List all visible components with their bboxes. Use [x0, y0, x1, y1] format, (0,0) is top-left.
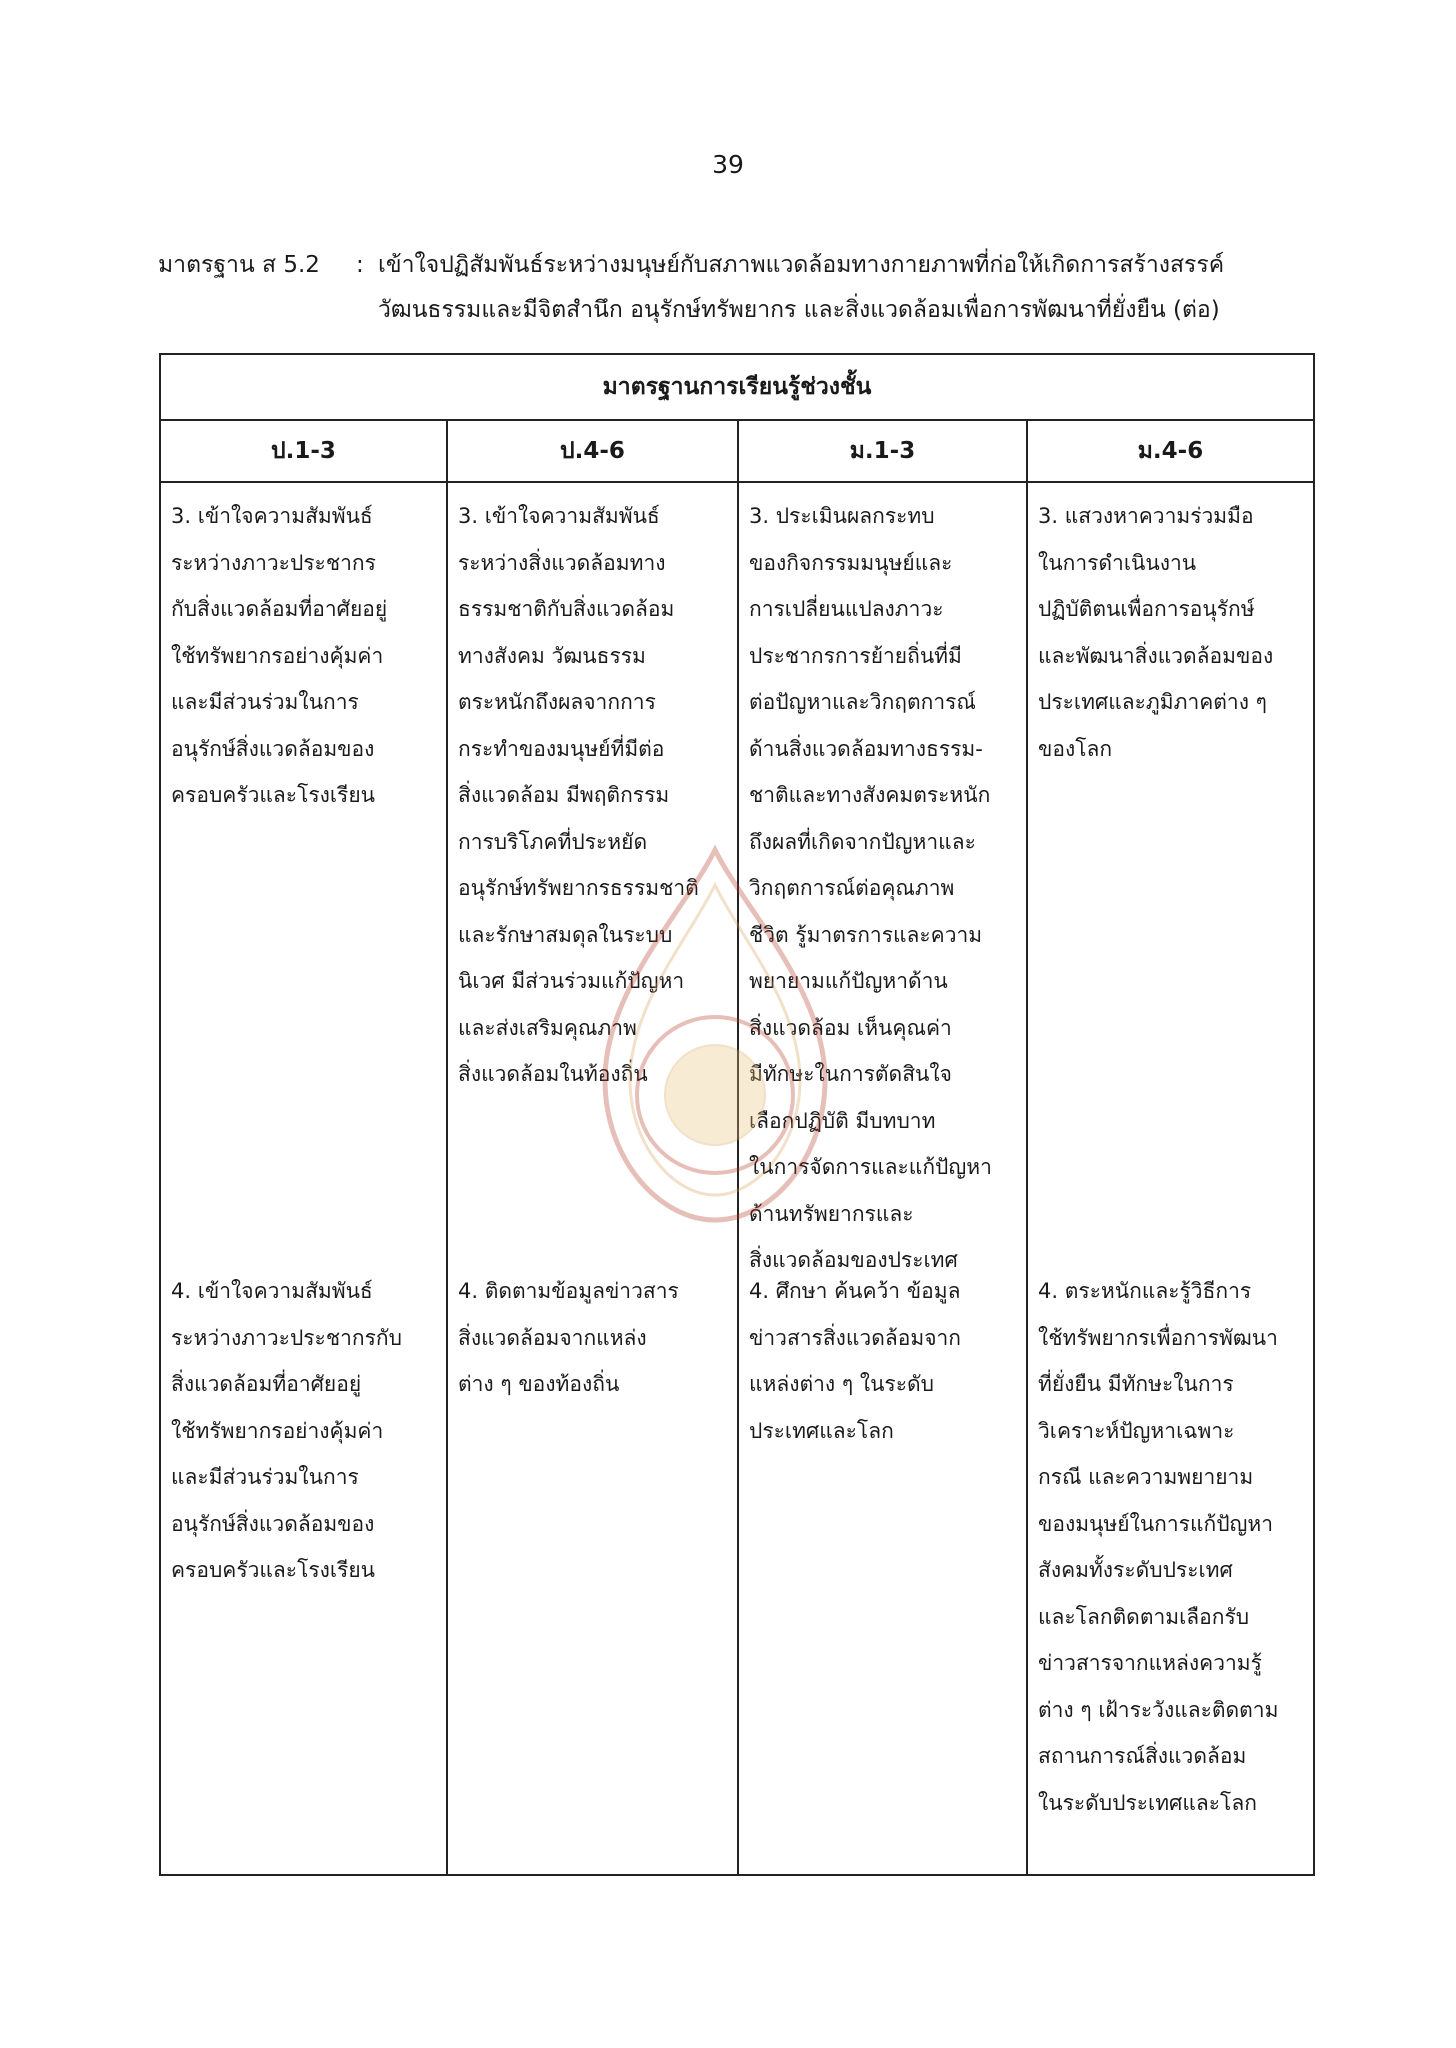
- standard-item-line: อนุรักษ์ทรัพยากรธรรมชาติ: [458, 876, 699, 900]
- table-body-column: [738, 482, 1027, 1875]
- standard-item-line: ปฏิบัติตนเพื่อการอนุรักษ์: [1038, 597, 1255, 621]
- column-header-p1-3: ป.1-3: [160, 420, 447, 482]
- standard-item: [1038, 1268, 1307, 1826]
- standard-item-line: สิ่งแวดล้อม มีพฤติกรรม: [458, 783, 670, 807]
- standard-item-line: และมีส่วนร่วมในการ: [171, 690, 359, 714]
- standard-item-line: 4. ศึกษา ค้นคว้า ข้อมูล: [749, 1279, 961, 1303]
- standard-item-line: สังคมทั้งระดับประเทศ: [1038, 1558, 1233, 1582]
- standard-item: [171, 1268, 440, 1594]
- standard-item: [458, 1268, 731, 1408]
- standard-item-line: แหล่งต่าง ๆ ในระดับ: [749, 1372, 934, 1396]
- standard-item: [749, 493, 1020, 1284]
- standard-item: [749, 1268, 1020, 1454]
- standard-item-line: กรณี และความพยายาม: [1038, 1465, 1254, 1489]
- standard-item-line: ใช้ทรัพยากรเพื่อการพัฒนา: [1038, 1325, 1278, 1350]
- standard-item: [171, 493, 440, 819]
- standard-item-line: มีทักษะในการตัดสินใจ: [749, 1062, 952, 1086]
- standard-item-line: สิ่งแวดล้อมที่อาศัยอยู่: [171, 1372, 362, 1396]
- standard-item-line: ของกิจกรรมมนุษย์และ: [749, 550, 953, 575]
- standard-item-line: ในระดับประเทศและโลก: [1038, 1790, 1257, 1815]
- standard-description-line: เข้าใจปฏิสัมพันธ์ระหว่างมนุษย์กับสภาพแวดล้อมทางกายภาพที่ก่อให้เกิดการสร้างสรรค์: [378, 252, 1225, 278]
- standard-item-line: ครอบครัวและโรงเรียน: [171, 783, 376, 807]
- standard-item-line: ข่าวสารจากแหล่งความรู้: [1038, 1651, 1262, 1675]
- standard-item-line: ของมนุษย์ในการแก้ปัญหา: [1038, 1511, 1274, 1536]
- standard-item: [458, 493, 731, 1098]
- standard-item-line: ระหว่างภาวะประชากร: [171, 550, 376, 575]
- standard-item-line: ใช้ทรัพยากรอย่างคุ้มค่า: [171, 643, 384, 668]
- standard-item-line: การบริโภคที่ประหยัด: [458, 829, 648, 854]
- standard-item-line: ประเทศและโลก: [749, 1418, 894, 1443]
- standard-item-line: ต่าง ๆ เฝ้าระวังและติดตาม: [1038, 1697, 1279, 1722]
- column-header-m1-3: ม.1-3: [738, 420, 1027, 482]
- standard-item-line: ครอบครัวและโรงเรียน: [171, 1558, 376, 1582]
- standard-item-line: ในการจัดการและแก้ปัญหา: [749, 1155, 992, 1179]
- standard-item-line: เลือกปฏิบัติ มีบทบาท: [749, 1108, 936, 1133]
- standard-item-line: ประชากรการย้ายถิ่นที่มี: [749, 643, 962, 668]
- standard-item-line: การเปลี่ยนแปลงภาวะ: [749, 597, 944, 621]
- standard-item-line: ธรรมชาติกับสิ่งแวดล้อม: [458, 597, 675, 621]
- standard-item: [1038, 493, 1307, 772]
- standard-item-line: ทางสังคม วัฒนธรรม: [458, 643, 646, 668]
- standard-item-line: ของโลก: [1038, 736, 1113, 761]
- standard-item-line: ด้านสิ่งแวดล้อมทางธรรม-: [749, 736, 983, 761]
- standard-item-line: ข่าวสารสิ่งแวดล้อมจาก: [749, 1325, 961, 1350]
- table-body-column: [447, 482, 738, 1875]
- standard-item-line: 4. ติดตามข้อมูลข่าวสาร: [458, 1279, 679, 1303]
- standard-item-line: 4. ตระหนักและรู้วิธีการ: [1038, 1279, 1252, 1303]
- standard-item-line: และมีส่วนร่วมในการ: [171, 1465, 359, 1489]
- standard-item-line: วิกฤตการณ์ต่อคุณภาพ: [749, 876, 955, 900]
- standard-item-line: ชาติและทางสังคมตระหนัก: [749, 783, 991, 807]
- standard-item-line: สิ่งแวดล้อมจากแหล่ง: [458, 1325, 647, 1350]
- standard-item-line: อนุรักษ์สิ่งแวดล้อมของ: [171, 1511, 375, 1536]
- standard-item-line: ระหว่างสิ่งแวดล้อมทาง: [458, 550, 666, 575]
- standard-item-line: ตระหนักถึงผลจากการ: [458, 690, 656, 714]
- standard-item-line: ระหว่างภาวะประชากรกับ: [171, 1325, 402, 1350]
- standard-item-line: และพัฒนาสิ่งแวดล้อมของ: [1038, 643, 1274, 668]
- standard-item-line: วิเคราะห์ปัญหาเฉพาะ: [1038, 1418, 1235, 1443]
- standard-item-line: 3. แสวงหาความร่วมมือ: [1038, 504, 1254, 528]
- standard-item-line: สิ่งแวดล้อมของประเทศ: [749, 1248, 958, 1272]
- standard-item-line: 3. ประเมินผลกระทบ: [749, 504, 935, 528]
- standard-item-line: และโลกติดตามเลือกรับ: [1038, 1604, 1250, 1629]
- standard-item-line: 4. เข้าใจความสัมพันธ์: [171, 1279, 373, 1303]
- standards-table: [159, 353, 1315, 1876]
- standard-item-line: ต่อปัญหาและวิกฤตการณ์: [749, 690, 976, 714]
- standard-item-line: สิ่งแวดล้อม เห็นคุณค่า: [749, 1015, 952, 1040]
- standard-item-line: สถานการณ์สิ่งแวดล้อม: [1038, 1744, 1247, 1768]
- standard-item-line: สิ่งแวดล้อมในท้องถิ่น: [458, 1062, 648, 1086]
- standard-description: [378, 243, 1318, 333]
- standard-item-line: พยายามแก้ปัญหาด้าน: [749, 969, 948, 993]
- column-header-m4-6: ม.4-6: [1027, 420, 1314, 482]
- standard-item-line: ในการดำเนินงาน: [1038, 550, 1197, 575]
- standard-item-line: ประเทศและภูมิภาคต่าง ๆ: [1038, 690, 1267, 714]
- standard-item-line: กับสิ่งแวดล้อมที่อาศัยอยู่: [171, 597, 388, 621]
- standard-item-line: กระทำของมนุษย์ที่มีต่อ: [458, 736, 665, 761]
- standard-item-line: ชีวิต รู้มาตรการและความ: [749, 922, 983, 947]
- column-header-p4-6: ป.4-6: [447, 420, 738, 482]
- standard-item-line: 3. เข้าใจความสัมพันธ์: [458, 504, 660, 528]
- standard-item-line: ด้านทรัพยากรและ: [749, 1201, 914, 1226]
- standard-item-line: ใช้ทรัพยากรอย่างคุ้มค่า: [171, 1418, 384, 1443]
- standard-item-line: นิเวศ มีส่วนร่วมแก้ปัญหา: [458, 969, 685, 993]
- standard-item-line: ถึงผลที่เกิดจากปัญหาและ: [749, 829, 976, 854]
- table-title: มาตรฐานการเรียนรู้ช่วงชั้น: [160, 354, 1314, 420]
- standard-description-line: วัฒนธรรมและมีจิตสำนึก อนุรักษ์ทรัพยากร และสิ่งแวดล้อมเพื่อการพัฒนาที่ยั่งยืน (ต่อ): [378, 297, 1220, 323]
- table-body-column: [1027, 482, 1314, 1875]
- standard-item-line: 3. เข้าใจความสัมพันธ์: [171, 504, 373, 528]
- standard-item-line: อนุรักษ์สิ่งแวดล้อมของ: [171, 736, 375, 761]
- standard-code: มาตรฐาน ส 5.2: [158, 252, 320, 278]
- standard-colon: :: [356, 252, 364, 278]
- standard-item-line: ต่าง ๆ ของท้องถิ่น: [458, 1372, 620, 1396]
- standard-item-line: และส่งเสริมคุณภาพ: [458, 1015, 637, 1040]
- table-body-column: [160, 482, 447, 1875]
- standard-item-line: ที่ยั่งยืน มีทักษะในการ: [1038, 1372, 1234, 1396]
- page-number: 39: [712, 150, 744, 179]
- standard-item-line: และรักษาสมดุลในระบบ: [458, 922, 673, 947]
